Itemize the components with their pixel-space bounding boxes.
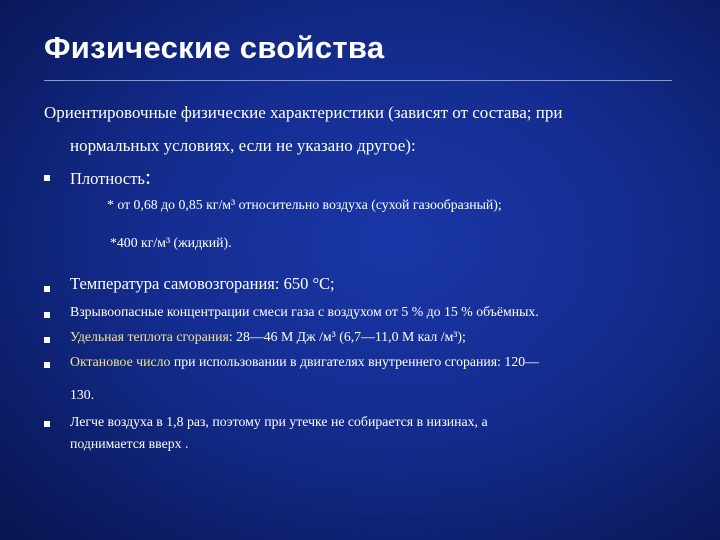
- explosive-text: Взрывоопасные концентрации смеси газа с воздухом от 5 % до 15 % объёмных.: [70, 304, 539, 319]
- bullet-explosive: [44, 312, 50, 318]
- density-gas: * от 0,68 до 0,85 кг/м³ относительно воздуха (сухой газообразный);: [107, 197, 502, 212]
- density-colon: :: [144, 164, 152, 189]
- bullet-octane: [44, 362, 50, 368]
- intro-paragraph: [44, 96, 684, 162]
- bullet-lighter: [44, 421, 50, 427]
- intro-line-1: Ориентировочные физические характеристики (зависят от состава; при: [44, 103, 563, 122]
- octane-value: при использовании в двигателях внутреннего сгорания: 120—: [170, 354, 539, 369]
- slide-title: Физические свойства: [44, 30, 385, 65]
- lighter-line-1: Легче воздуха в 1,8 раз, поэтому при утечке не собирается в низинах, а: [70, 414, 488, 429]
- lighter-line-2: поднимается вверх .: [70, 436, 189, 451]
- bullet-heat: [44, 337, 50, 343]
- title-divider: [44, 80, 672, 81]
- density-heading: [70, 164, 151, 190]
- octane-text: [70, 354, 539, 370]
- bullet-autoignition: [44, 286, 50, 292]
- octane-term-link: Октановое число: [70, 354, 171, 369]
- heat-value: : 28—46 М Дж /м³ (6,7—11,0 М кал /м³);: [228, 329, 466, 344]
- density-label: Плотность: [70, 169, 145, 188]
- density-liquid: *400 кг/м³ (жидкий).: [110, 235, 232, 250]
- autoignition-text: Температура самовозгорания: 650 °C;: [70, 274, 335, 293]
- heat-term-link: Удельная теплота сгорания: [70, 329, 229, 344]
- bullet-density: [44, 175, 50, 181]
- intro-line-2: нормальных условиях, если не указано другое):: [70, 136, 416, 155]
- heat-text: [70, 329, 466, 345]
- octane-continuation: 130.: [70, 387, 95, 402]
